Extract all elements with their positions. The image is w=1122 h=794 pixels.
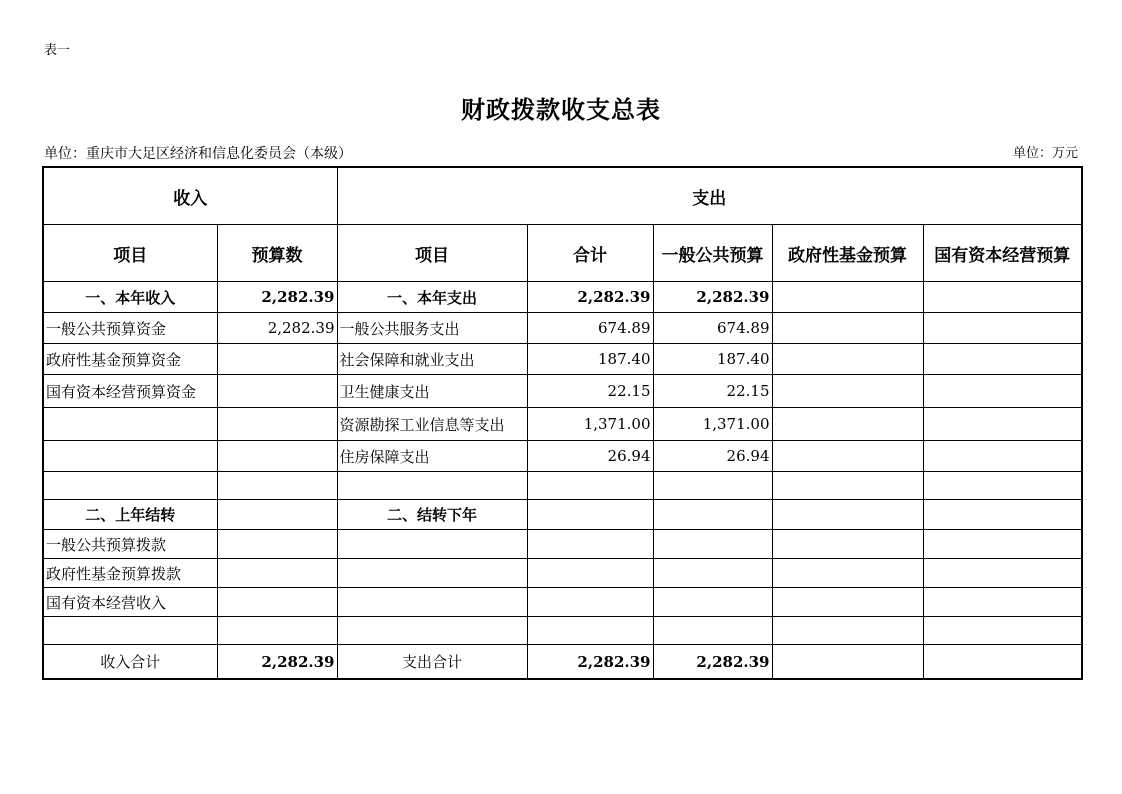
table-row	[43, 559, 1082, 588]
income-value	[217, 472, 337, 500]
income-item: 国有资本经营预算资金	[43, 375, 217, 408]
income-item: 一般公共预算资金	[43, 313, 217, 344]
header-total: 合计	[527, 225, 653, 282]
income-item	[43, 472, 217, 500]
table-row	[43, 645, 1082, 680]
expense-fund	[772, 588, 923, 617]
expense-capital	[923, 472, 1082, 500]
income-value	[217, 408, 337, 441]
expense-general	[653, 500, 772, 530]
expense-item: 社会保障和就业支出	[337, 344, 527, 375]
header-row-1	[43, 167, 1082, 225]
expense-fund	[772, 408, 923, 441]
header-income-budget: 预算数	[217, 225, 337, 282]
expense-total: 22.15	[527, 375, 653, 408]
expense-total: 187.40	[527, 344, 653, 375]
expense-item: 二、结转下年	[337, 500, 527, 530]
expense-total	[527, 617, 653, 645]
header-income-item: 项目	[43, 225, 217, 282]
expense-item: 资源勘探工业信息等支出	[337, 408, 527, 441]
header-expense-item: 项目	[337, 225, 527, 282]
table-row	[43, 588, 1082, 617]
expense-fund	[772, 375, 923, 408]
table-row	[43, 344, 1082, 375]
expense-capital	[923, 588, 1082, 617]
expense-fund	[772, 559, 923, 588]
header-general-budget: 一般公共预算	[653, 225, 772, 282]
unit-organization: 单位：重庆市大足区经济和信息化委员会（本级）	[44, 146, 352, 162]
income-value	[217, 559, 337, 588]
income-item	[43, 408, 217, 441]
income-value	[217, 441, 337, 472]
income-item: 二、上年结转	[43, 500, 217, 530]
expense-item: 一般公共服务支出	[337, 313, 527, 344]
unit-currency: 单位：万元	[1012, 146, 1078, 161]
expense-general	[653, 472, 772, 500]
expense-item	[337, 530, 527, 559]
expense-fund	[772, 441, 923, 472]
expense-item	[337, 588, 527, 617]
expense-item	[337, 617, 527, 645]
expense-fund	[772, 530, 923, 559]
income-item: 政府性基金预算拨款	[43, 559, 217, 588]
expense-general: 2,282.39	[653, 645, 772, 680]
expense-capital	[923, 375, 1082, 408]
header-fund-budget: 政府性基金预算	[772, 225, 923, 282]
expense-total	[527, 530, 653, 559]
expense-general: 22.15	[653, 375, 772, 408]
expense-general: 187.40	[653, 344, 772, 375]
expense-general	[653, 559, 772, 588]
expense-general: 1,371.00	[653, 408, 772, 441]
expense-capital	[923, 645, 1082, 680]
expense-capital	[923, 282, 1082, 313]
expense-general: 2,282.39	[653, 282, 772, 313]
expense-item: 一、本年支出	[337, 282, 527, 313]
header-income: 收入	[43, 167, 337, 225]
page-title: 财政拨款收支总表	[461, 95, 661, 124]
income-item: 一、本年收入	[43, 282, 217, 313]
expense-fund	[772, 500, 923, 530]
expense-total: 674.89	[527, 313, 653, 344]
expense-capital	[923, 344, 1082, 375]
expense-total	[527, 588, 653, 617]
table-row	[43, 617, 1082, 645]
expense-capital	[923, 617, 1082, 645]
header-row-2	[43, 225, 1082, 282]
table-row	[43, 375, 1082, 408]
expense-general	[653, 530, 772, 559]
expense-item	[337, 472, 527, 500]
expense-capital	[923, 441, 1082, 472]
income-item: 一般公共预算拨款	[43, 530, 217, 559]
header-expense: 支出	[337, 167, 1082, 225]
income-value: 2,282.39	[217, 313, 337, 344]
expense-total	[527, 559, 653, 588]
expense-fund	[772, 617, 923, 645]
table-label: 表一	[44, 43, 71, 58]
income-item: 政府性基金预算资金	[43, 344, 217, 375]
expense-general: 26.94	[653, 441, 772, 472]
income-value	[217, 617, 337, 645]
income-value: 2,282.39	[217, 645, 337, 680]
expense-item: 住房保障支出	[337, 441, 527, 472]
expense-item: 卫生健康支出	[337, 375, 527, 408]
expense-capital	[923, 408, 1082, 441]
table-row	[43, 500, 1082, 530]
expense-item	[337, 559, 527, 588]
table-row	[43, 408, 1082, 441]
budget-summary-table	[42, 166, 1083, 680]
income-value: 2,282.39	[217, 282, 337, 313]
expense-total: 2,282.39	[527, 645, 653, 680]
expense-capital	[923, 313, 1082, 344]
expense-total	[527, 500, 653, 530]
income-value	[217, 344, 337, 375]
expense-general	[653, 588, 772, 617]
income-value	[217, 500, 337, 530]
expense-fund	[772, 282, 923, 313]
table-row	[43, 282, 1082, 313]
income-value	[217, 588, 337, 617]
expense-item: 支出合计	[337, 645, 527, 680]
table-row	[43, 441, 1082, 472]
income-value	[217, 530, 337, 559]
income-item	[43, 441, 217, 472]
income-item: 国有资本经营收入	[43, 588, 217, 617]
expense-fund	[772, 344, 923, 375]
expense-total	[527, 472, 653, 500]
income-item	[43, 617, 217, 645]
expense-capital	[923, 500, 1082, 530]
expense-fund	[772, 472, 923, 500]
header-state-capital-budget: 国有资本经营预算	[923, 225, 1082, 282]
expense-total: 26.94	[527, 441, 653, 472]
table-row	[43, 472, 1082, 500]
income-value	[217, 375, 337, 408]
expense-fund	[772, 645, 923, 680]
table-row	[43, 530, 1082, 559]
expense-capital	[923, 530, 1082, 559]
expense-total: 1,371.00	[527, 408, 653, 441]
expense-general	[653, 617, 772, 645]
expense-capital	[923, 559, 1082, 588]
expense-general: 674.89	[653, 313, 772, 344]
expense-fund	[772, 313, 923, 344]
expense-total: 2,282.39	[527, 282, 653, 313]
table-row	[43, 313, 1082, 344]
income-item: 收入合计	[43, 645, 217, 680]
